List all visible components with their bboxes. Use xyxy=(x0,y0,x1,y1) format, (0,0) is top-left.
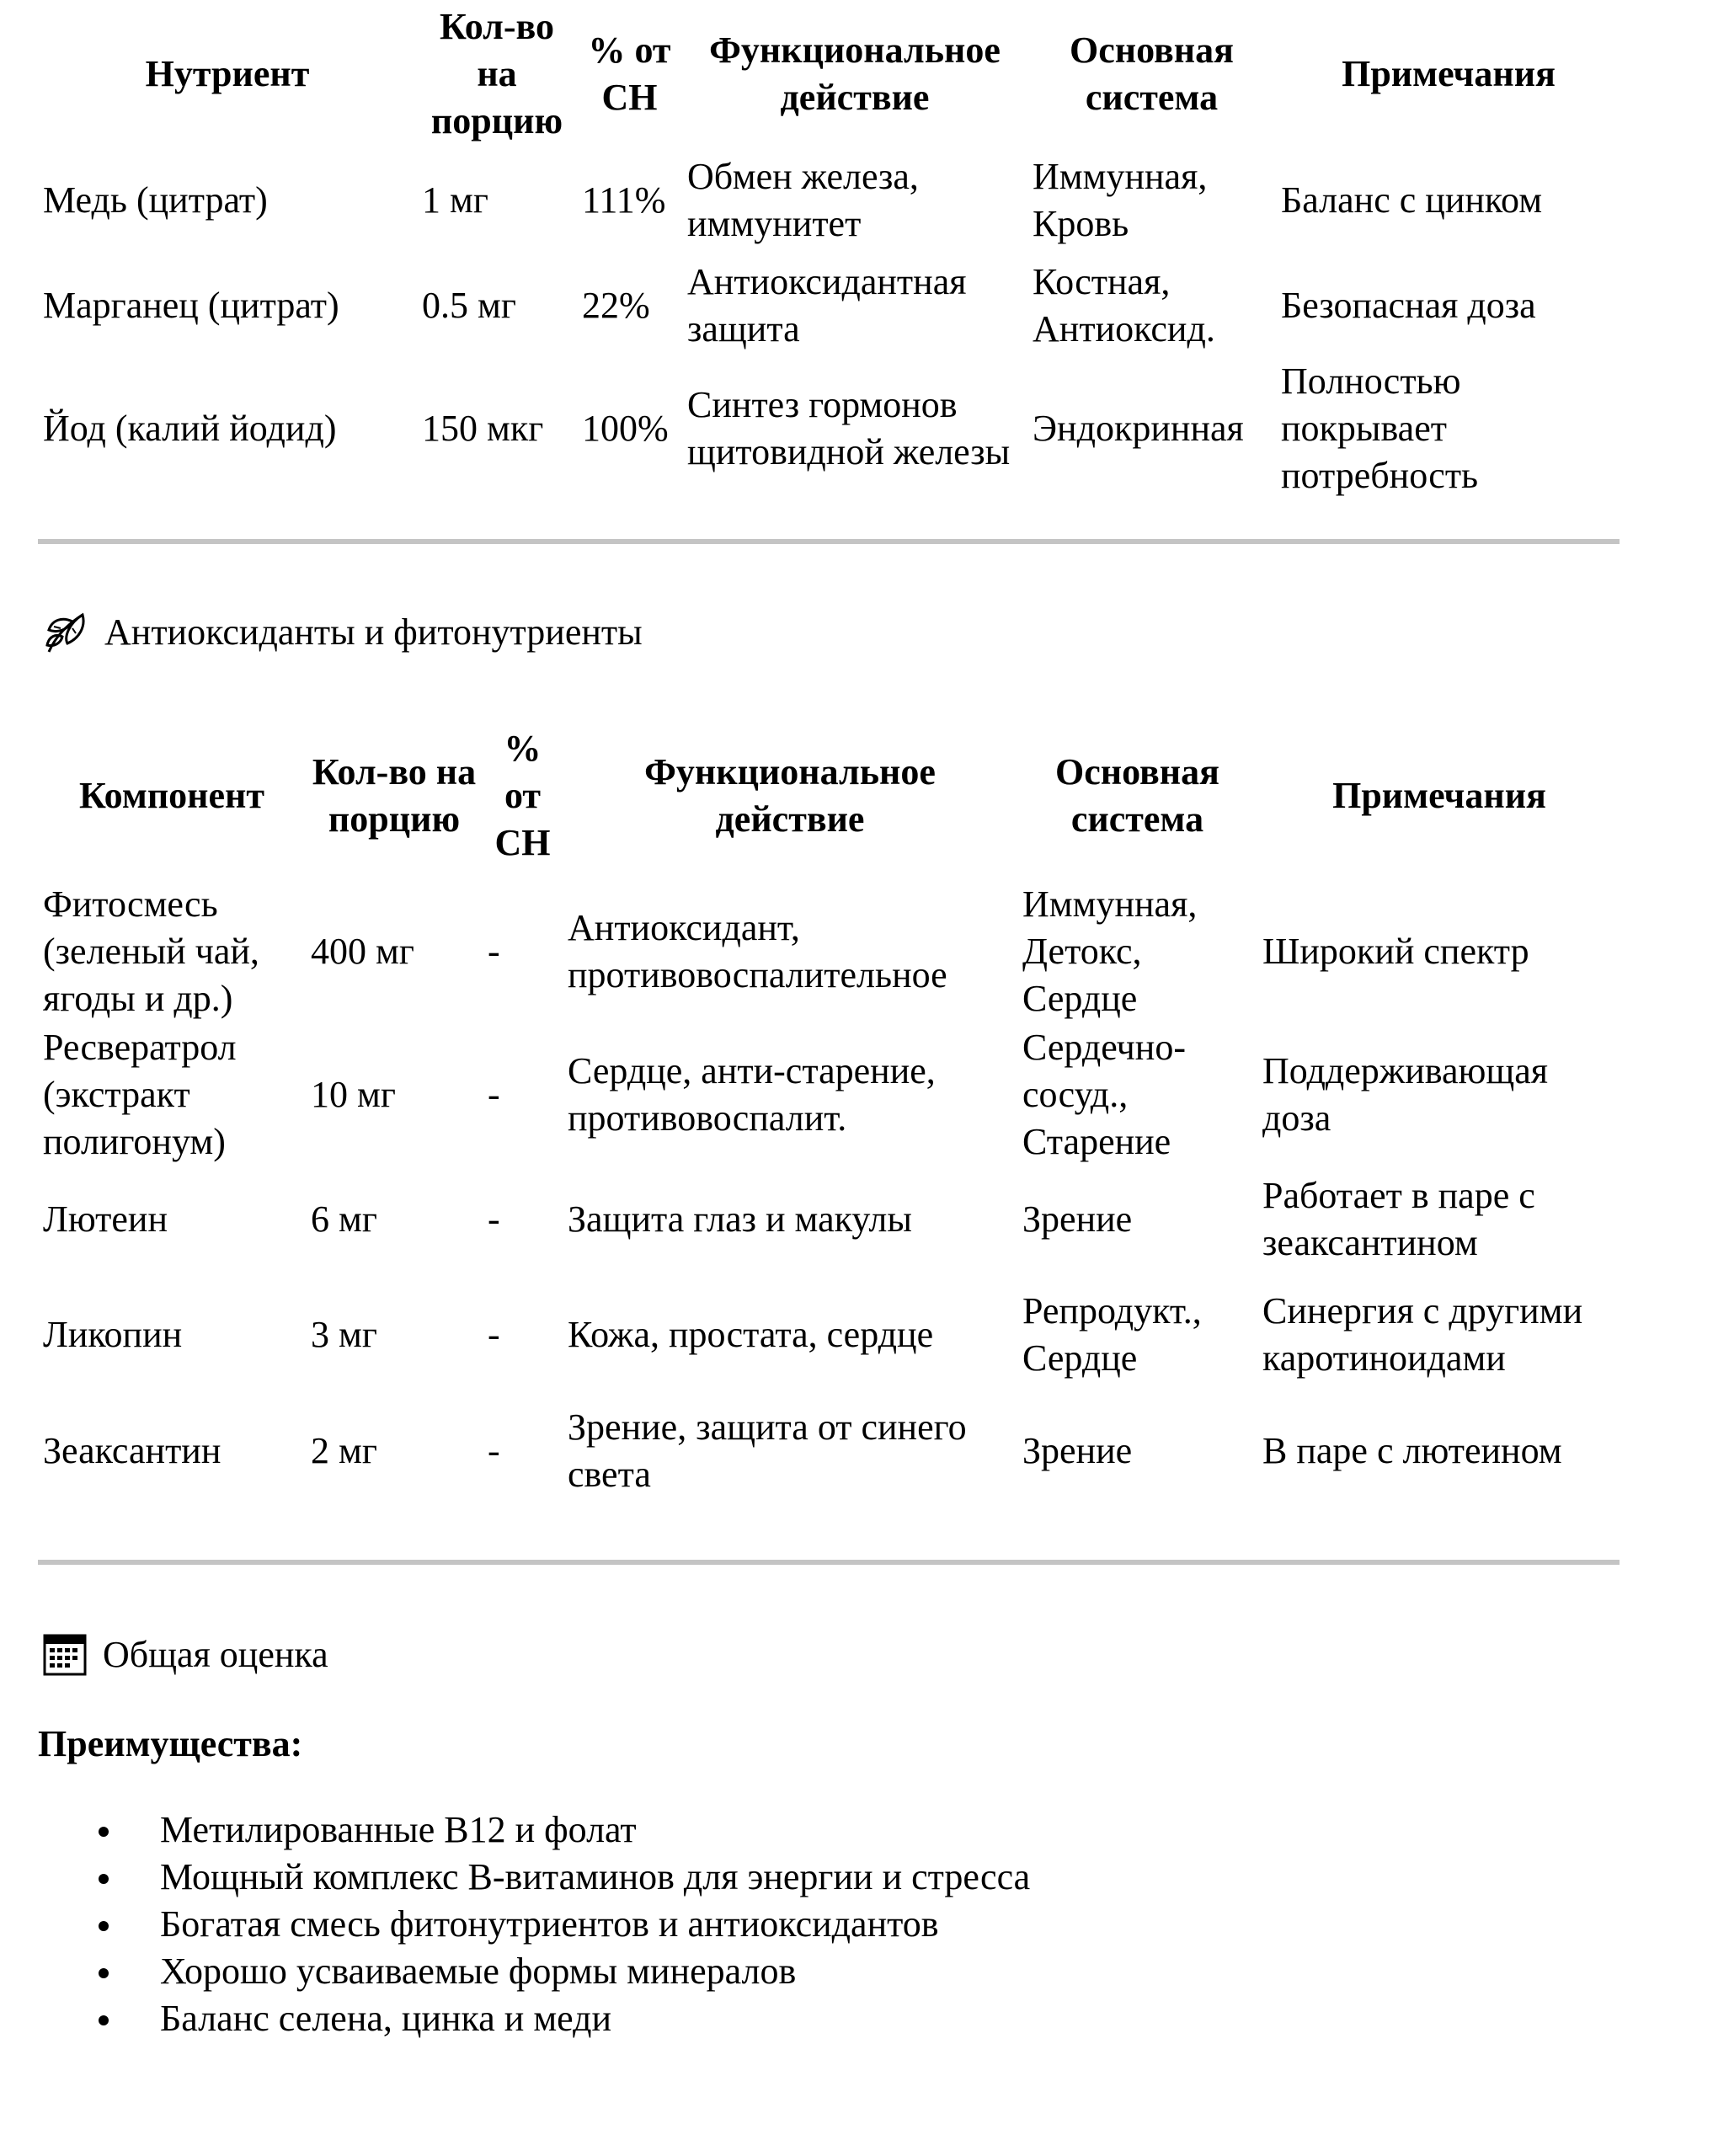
antioxidants-heading xyxy=(42,608,643,655)
table-cell: Зрение xyxy=(1022,1198,1133,1240)
table-cell: Костная, Антиоксид. xyxy=(1033,260,1215,350)
leaf-icon xyxy=(42,608,89,655)
table-cell: Синтез гормонов щитовидной железы xyxy=(687,384,1011,472)
table-cell: Обмен железа, иммунитет xyxy=(687,155,919,244)
table-cell: - xyxy=(488,1429,500,1471)
table-header-row xyxy=(38,712,1621,880)
table-cell: Медь (цитрат) xyxy=(43,179,268,221)
table-cell: В паре с лютеином xyxy=(1262,1429,1562,1471)
section-title: Общая оценка xyxy=(103,1633,328,1675)
table-cell: 22% xyxy=(582,284,650,326)
table-cell: Сердце, анти-старение, противовоспалит. xyxy=(568,1050,936,1139)
table-cell: - xyxy=(488,1314,500,1355)
table-cell: Кожа, простата, сердце xyxy=(568,1314,934,1355)
table-cell: Ликопин xyxy=(43,1314,183,1355)
table-cell: Зрение, защита от синего света xyxy=(568,1406,967,1495)
table-cell: 150 мкг xyxy=(422,408,544,449)
list-item: Мощный комплекс B-витаминов для энергии и стресса xyxy=(38,1854,1030,1901)
table-cell: Сердечно-сосуд., Старение xyxy=(1022,1027,1186,1162)
table-cell: Защита глаз и макулы xyxy=(568,1198,912,1240)
table-header-row xyxy=(38,0,1621,147)
table-cell: Работает в паре с зеаксантином xyxy=(1262,1174,1535,1263)
table-row xyxy=(38,358,1621,499)
antioxidants-table xyxy=(38,712,1621,1503)
column-header: Кол-во на порцию xyxy=(312,751,477,840)
table-cell: Широкий спектр xyxy=(1262,931,1529,972)
table-cell: Безопасная доза xyxy=(1281,284,1536,326)
table-cell: Йод (калий йодид) xyxy=(43,408,337,449)
table-cell: 2 мг xyxy=(311,1429,377,1471)
column-header: Кол-во на порцию xyxy=(430,5,563,141)
table-cell: - xyxy=(488,1198,500,1240)
column-header: Примечания xyxy=(1342,52,1556,94)
column-header: Компонент xyxy=(78,775,265,816)
table-cell: 111% xyxy=(582,179,666,221)
table-cell: Баланс с цинком xyxy=(1281,179,1543,221)
table-cell: Иммунная, Кровь xyxy=(1033,155,1208,244)
table-cell: Полностью покрывает потребность xyxy=(1281,360,1479,496)
column-header: Примечания xyxy=(1332,775,1546,816)
table-cell: Марганец (цитрат) xyxy=(43,284,339,326)
table-cell: Фитосмесь (зеленый чай, ягоды и др.) xyxy=(43,883,259,1019)
table-cell: Зеаксантин xyxy=(43,1429,221,1471)
table-cell: 6 мг xyxy=(311,1198,377,1240)
table-cell: Антиоксидант, противовоспалительное xyxy=(568,907,947,995)
column-header: % от СН xyxy=(494,728,551,863)
table-cell: 1 мг xyxy=(422,179,488,221)
table-cell: - xyxy=(488,1074,500,1115)
table-cell: Репродукт., Сердце xyxy=(1022,1290,1202,1379)
overall-heading xyxy=(42,1630,328,1678)
calendar-icon xyxy=(42,1630,88,1678)
table-cell: Синергия с другими каротиноидами xyxy=(1262,1290,1583,1379)
table-cell: 0.5 мг xyxy=(422,284,516,326)
column-header: Нутриент xyxy=(145,52,310,94)
table-cell: Зрение xyxy=(1022,1429,1133,1471)
section-title: Антиоксиданты и фитонутриенты xyxy=(104,611,643,653)
table-row xyxy=(38,253,1621,358)
table-cell: Поддерживающая доза xyxy=(1262,1050,1549,1139)
table-cell: 100% xyxy=(582,408,669,449)
table-row xyxy=(38,880,1621,1023)
table-cell: Иммунная, Детокс, Сердце xyxy=(1022,883,1198,1019)
table-cell: Ресвератрол (экстракт полигонум) xyxy=(43,1027,237,1162)
column-header: Функциональное действие xyxy=(709,29,1001,118)
section-divider xyxy=(38,539,1620,544)
advantages-label: Преимущества: xyxy=(38,1723,303,1764)
table-row xyxy=(38,147,1621,253)
table-cell: Лютеин xyxy=(43,1198,168,1240)
table-cell: 400 мг xyxy=(311,931,414,972)
advantages-list xyxy=(38,1806,1030,2042)
column-header: % от СН xyxy=(588,29,671,118)
list-item: Хорошо усваиваемые формы минералов xyxy=(38,1948,1030,1995)
table-row xyxy=(38,1166,1621,1272)
table-row xyxy=(38,1023,1621,1166)
table-row xyxy=(38,1398,1621,1503)
list-item: Богатая смесь фитонутриентов и антиоксидантов xyxy=(38,1901,1030,1948)
column-header: Основная система xyxy=(1070,29,1234,118)
table-cell: 3 мг xyxy=(311,1314,377,1355)
minerals-table xyxy=(38,0,1621,499)
table-cell: Эндокринная xyxy=(1033,408,1244,449)
column-header: Функциональное действие xyxy=(644,751,936,840)
table-cell: 10 мг xyxy=(311,1074,396,1115)
table-cell: Антиоксидантная защита xyxy=(687,260,967,350)
table-cell: - xyxy=(488,931,500,972)
list-item: Баланс селена, цинка и меди xyxy=(38,1995,1030,2042)
column-header: Основная система xyxy=(1055,751,1219,840)
list-item: Метилированные B12 и фолат xyxy=(38,1806,1030,1854)
table-row xyxy=(38,1272,1621,1398)
section-divider xyxy=(38,1560,1620,1565)
